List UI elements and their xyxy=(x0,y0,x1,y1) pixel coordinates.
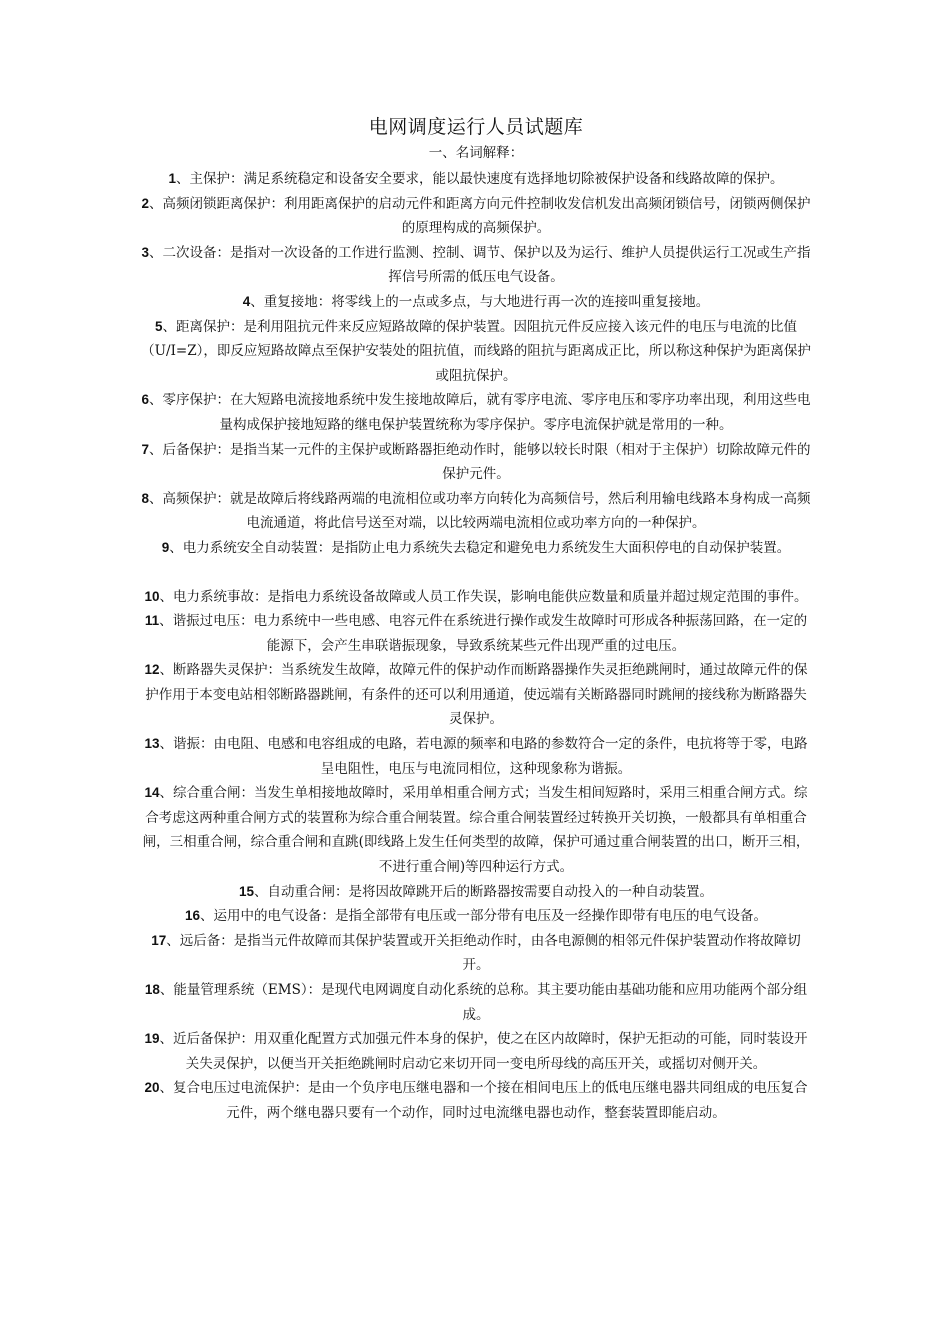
section-heading: 一、名词解释： xyxy=(428,145,524,161)
document-title: 电网调度运行人员试题库 xyxy=(368,116,584,138)
item-number: 2 xyxy=(141,195,149,211)
item-number: 20 xyxy=(144,1080,160,1096)
item-definition: 将零线上的一点或多点，与大地进行再一次的连接叫重复接地。 xyxy=(331,293,710,310)
definition-item: 10、电力系统事故：是指电力系统设备故障或人员工作失误，影响电能供应数量和质量并超过规定范围的事件。 xyxy=(144,588,808,605)
item-definition: 是指对一次设备的工作进行监测、控制、调节、保护以及为运行、维护人员提供运行工况或生产指挥信号所需的低压电气设备。 xyxy=(230,244,811,286)
item-term: 距离保护 xyxy=(176,318,230,335)
item-definition: 当发生单相接地故障时，采用单相重合闸方式；当发生相间短路时，采用三相重合闸方式。综合考虑这两种重合闸方式的装置称为综合重合闸装置。综合重合闸装置经过转换开关切换，一般都具有单相重合闸，三相重合闸，综合重合闸和直跳(即线路上发生任何类型的故障，保护可通过重合闸装置的出口，断开三相，不进行重合闸)等四种运行方式。 xyxy=(142,785,810,876)
item-term: 二次设备 xyxy=(162,244,217,261)
definition-item: 16、运用中的电气设备：是指全部带有电压或一部分带有电压及一经操作即带有电压的电气设备。 xyxy=(184,908,768,925)
definition-item: 19、近后备保护：用双重化配置方式加强元件本身的保护，使之在区内故障时，保护无拒动的可能，同时装设开关失灵保护，以便当开关拒绝跳闸时启动它来切开同一变电所母线的高压开关，或摇切对侧开关。 xyxy=(144,1031,808,1072)
item-definition: 是将因故障跳开后的断路器按需要自动投入的一种自动装置。 xyxy=(348,883,714,900)
item-term: 电力系统事故 xyxy=(173,588,255,605)
item-term: 零序保护 xyxy=(162,392,217,409)
item-definition: 在大短路电流接地系统中发生接地故障后，就有零序电流、零序电压和零序功率出现，利用这些电量构成保护接地短路的继电保护装置统称为零序保护。零序电流保护就是常用的一种。 xyxy=(219,392,811,433)
item-number: 19 xyxy=(144,1031,160,1047)
item-term: 断路器失灵保护 xyxy=(173,662,268,679)
item-definition: 用双重化配置方式加强元件本身的保护，使之在区内故障时，保护无拒动的可能，同时装设开关失灵保护，以便当开关拒绝跳闸时启动它来切开同一变电所母线的高压开关，或摇切对侧开关。 xyxy=(185,1031,808,1072)
definition-item: 14、综合重合闸：当发生单相接地故障时，采用单相重合闸方式；当发生相间短路时，采用三相重合闸方式。综合考虑这两种重合闸方式的装置称为综合重合闸装置。综合重合闸装置经过转换开关切换，一般都具有单相重合闸，三相重合闸，综合重合闸和直跳(即线路上发生任何类型的故障，保护可通过重合闸装置的出口，断开三相，不进行重合闸)等四种运行方式。 xyxy=(142,785,810,876)
paragraph-gap xyxy=(140,561,812,585)
definition-item: 3、二次设备：是指对一次设备的工作进行监测、控制、调节、保护以及为运行、维护人员提供运行工况或生产指挥信号所需的低压电气设备。 xyxy=(141,244,811,286)
item-number: 10 xyxy=(144,588,160,604)
item-number: 7 xyxy=(141,441,149,457)
item-definition: 由电阻、电感和电容组成的电路，若电源的频率和电路的参数符合一定的条件，电抗将等于零，电路呈电阻性，电压与电流同相位，这种现象称为谐振。 xyxy=(213,736,808,777)
item-term: 高频闭锁距离保护 xyxy=(162,195,271,212)
item-definition: 是指防止电力系统失去稳定和避免电力系统发生大面积停电的自动保护装置。 xyxy=(331,539,791,556)
item-term: 复合电压过电流保护 xyxy=(173,1080,295,1097)
item-term: 能量管理系统（EMS） xyxy=(173,982,308,998)
item-number: 5 xyxy=(154,318,163,334)
item-number: 18 xyxy=(144,982,160,997)
item-definition: 利用距离保护的启动元件和距离方向元件控制收发信机发出高频闭锁信号，闭锁两侧保护的原理构成的高频保护。 xyxy=(284,195,811,237)
item-definition: 是现代电网调度自动化系统的总称。其主要功能由基础功能和应用功能两个部分组成。 xyxy=(321,982,808,1023)
definition-item: 11、谐振过电压：电力系统中一些电感、电容元件在系统进行操作或发生故障时可形成各种振荡回路，在一定的能源下，会产生串联谐振现象，导致系统某些元件出现严重的过电压。 xyxy=(144,613,808,654)
item-term: 谐振 xyxy=(173,736,201,753)
item-term: 谐振过电压 xyxy=(172,613,241,630)
item-number: 8 xyxy=(141,490,149,506)
definition-item: 1、主保护：满足系统稳定和设备安全要求，能以最快速度有选择地切除被保护设备和线路故障的保护。 xyxy=(168,171,784,187)
definition-item: 5、距离保护：是利用阻抗元件来反应短路故障的保护装置。因阻抗元件反应接入该元件的电压与电流的比值（U/I=Z），即反应短路故障点至保护安装处的阻抗值，而线路的阻抗与距离成正比，所以称这种保护为距离保护或阻抗保护。 xyxy=(141,318,811,384)
item-term: 运用中的电气设备 xyxy=(213,908,322,925)
item-term: 自动重合闸 xyxy=(267,883,336,900)
item-term: 高频保护 xyxy=(162,490,217,507)
item-definition: 是利用阻抗元件来反应短路故障的保护装置。因阻抗元件反应接入该元件的电压与电流的比值（U/I=Z），即反应短路故障点至保护安装处的阻抗值，而线路的阻抗与距离成正比，所以称这种保护为距离保护或阻抗保护。 xyxy=(141,318,811,384)
item-definition: 是指当某一元件的主保护或断路器拒绝动作时，能够以较长时限（相对于主保护）切除故障元件的保护元件。 xyxy=(230,441,811,483)
definition-item: 18、能量管理系统（EMS）：是现代电网调度自动化系统的总称。其主要功能由基础功能和应用功能两个部分组成。 xyxy=(144,982,808,1023)
definition-item: 12、断路器失灵保护：当系统发生故障，故障元件的保护动作而断路器操作失灵拒绝跳闸时，通过故障元件的保护作用于本变电站相邻断路器跳闸，有条件的还可以利用通道，使远端有关断路器同时跳闸的接线称为断路器失灵保护。 xyxy=(144,662,808,728)
item-number: 6 xyxy=(141,392,149,408)
item-number: 11 xyxy=(144,613,160,629)
definition-item: 20、复合电压过电流保护：是由一个负序电压继电器和一个接在相间电压上的低电压继电器共同组成的电压复合元件，两个继电器只要有一个动作，同时过电流继电器也动作，整套装置即能启动。 xyxy=(144,1080,808,1121)
item-number: 12 xyxy=(144,662,160,678)
item-term: 后备保护 xyxy=(162,441,217,458)
item-term: 远后备 xyxy=(179,932,221,949)
definition-item: 8、高频保护：就是故障后将线路两端的电流相位或功率方向转化为高频信号，然后利用输电线路本身构成一高频电流通道，将此信号送至对端，以比较两端电流相位或功率方向的一种保护。 xyxy=(141,490,811,532)
item-number: 1 xyxy=(168,171,176,186)
item-definition: 就是故障后将线路两端的电流相位或功率方向转化为高频信号，然后利用输电线路本身构成一高频电流通道，将此信号送至对端，以比较两端电流相位或功率方向的一种保护。 xyxy=(230,490,811,532)
item-number: 4 xyxy=(242,293,251,309)
item-term: 重复接地 xyxy=(263,293,318,310)
definition-item: 9、电力系统安全自动装置：是指防止电力系统失去稳定和避免电力系统发生大面积停电的自动保护装置。 xyxy=(161,539,791,556)
item-definition: 满足系统稳定和设备安全要求，能以最快速度有选择地切除被保护设备和线路故障的保护。 xyxy=(243,171,784,187)
item-term: 综合重合闸 xyxy=(173,785,241,802)
definition-item: 17、远后备：是指当元件故障而其保护装置或开关拒绝动作时，由各电源侧的相邻元件保护装置动作将故障切开。 xyxy=(151,932,801,974)
item-definition: 当系统发生故障，故障元件的保护动作而断路器操作失灵拒绝跳闸时，通过故障元件的保护作用于本变电站相邻断路器跳闸，有条件的还可以利用通道，使远端有关断路器同时跳闸的接线称为断路器失灵保护。 xyxy=(145,662,808,728)
item-definition: 电力系统中一些电感、电容元件在系统进行操作或发生故障时可形成各种振荡回路，在一定的能源下，会产生串联谐振现象，导致系统某些元件出现严重的过电压。 xyxy=(253,613,808,654)
item-term: 电力系统安全自动装置 xyxy=(182,539,318,556)
definition-item: 6、零序保护：在大短路电流接地系统中发生接地故障后，就有零序电流、零序电压和零序功率出现，利用这些电量构成保护接地短路的继电保护装置统称为零序保护。零序电流保护就是常用的一种。 xyxy=(141,392,811,433)
definition-item: 15、自动重合闸：是将因故障跳开后的断路器按需要自动投入的一种自动装置。 xyxy=(238,883,714,900)
item-definition: 是指当元件故障而其保护装置或开关拒绝动作时，由各电源侧的相邻元件保护装置动作将故障切开。 xyxy=(233,932,801,974)
definition-item: 13、谐振：由电阻、电感和电容组成的电路，若电源的频率和电路的参数符合一定的条件，电抗将等于零，电路呈电阻性，电压与电流同相位，这种现象称为谐振。 xyxy=(144,736,808,777)
definition-list xyxy=(140,167,812,1126)
document-page xyxy=(140,112,812,1126)
item-definition: 是指电力系统设备故障或人员工作失误，影响电能供应数量和质量并超过规定范围的事件。 xyxy=(267,588,808,605)
item-term: 近后备保护 xyxy=(173,1031,241,1048)
item-number: 13 xyxy=(144,736,160,752)
item-definition: 是由一个负序电压继电器和一个接在相间电压上的低电压继电器共同组成的电压复合元件，两个继电器只要有一个动作，同时过电流继电器也动作，整套装置即能启动。 xyxy=(226,1080,808,1121)
item-number: 17 xyxy=(151,932,167,948)
definition-item: 2、高频闭锁距离保护：利用距离保护的启动元件和距离方向元件控制收发信机发出高频闭锁信号，闭锁两侧保护的原理构成的高频保护。 xyxy=(141,195,811,237)
item-number: 16 xyxy=(184,908,201,924)
item-term: 主保护 xyxy=(189,171,230,187)
item-number: 14 xyxy=(144,785,160,801)
item-number: 3 xyxy=(141,244,149,260)
item-definition: 是指全部带有电压或一部分带有电压及一经操作即带有电压的电气设备。 xyxy=(335,908,768,925)
definition-item: 4、重复接地：将零线上的一点或多点，与大地进行再一次的连接叫重复接地。 xyxy=(242,293,710,310)
definition-item: 7、后备保护：是指当某一元件的主保护或断路器拒绝动作时，能够以较长时限（相对于主保护）切除故障元件的保护元件。 xyxy=(141,441,811,483)
item-number: 15 xyxy=(238,883,255,899)
item-number: 9 xyxy=(161,539,170,555)
